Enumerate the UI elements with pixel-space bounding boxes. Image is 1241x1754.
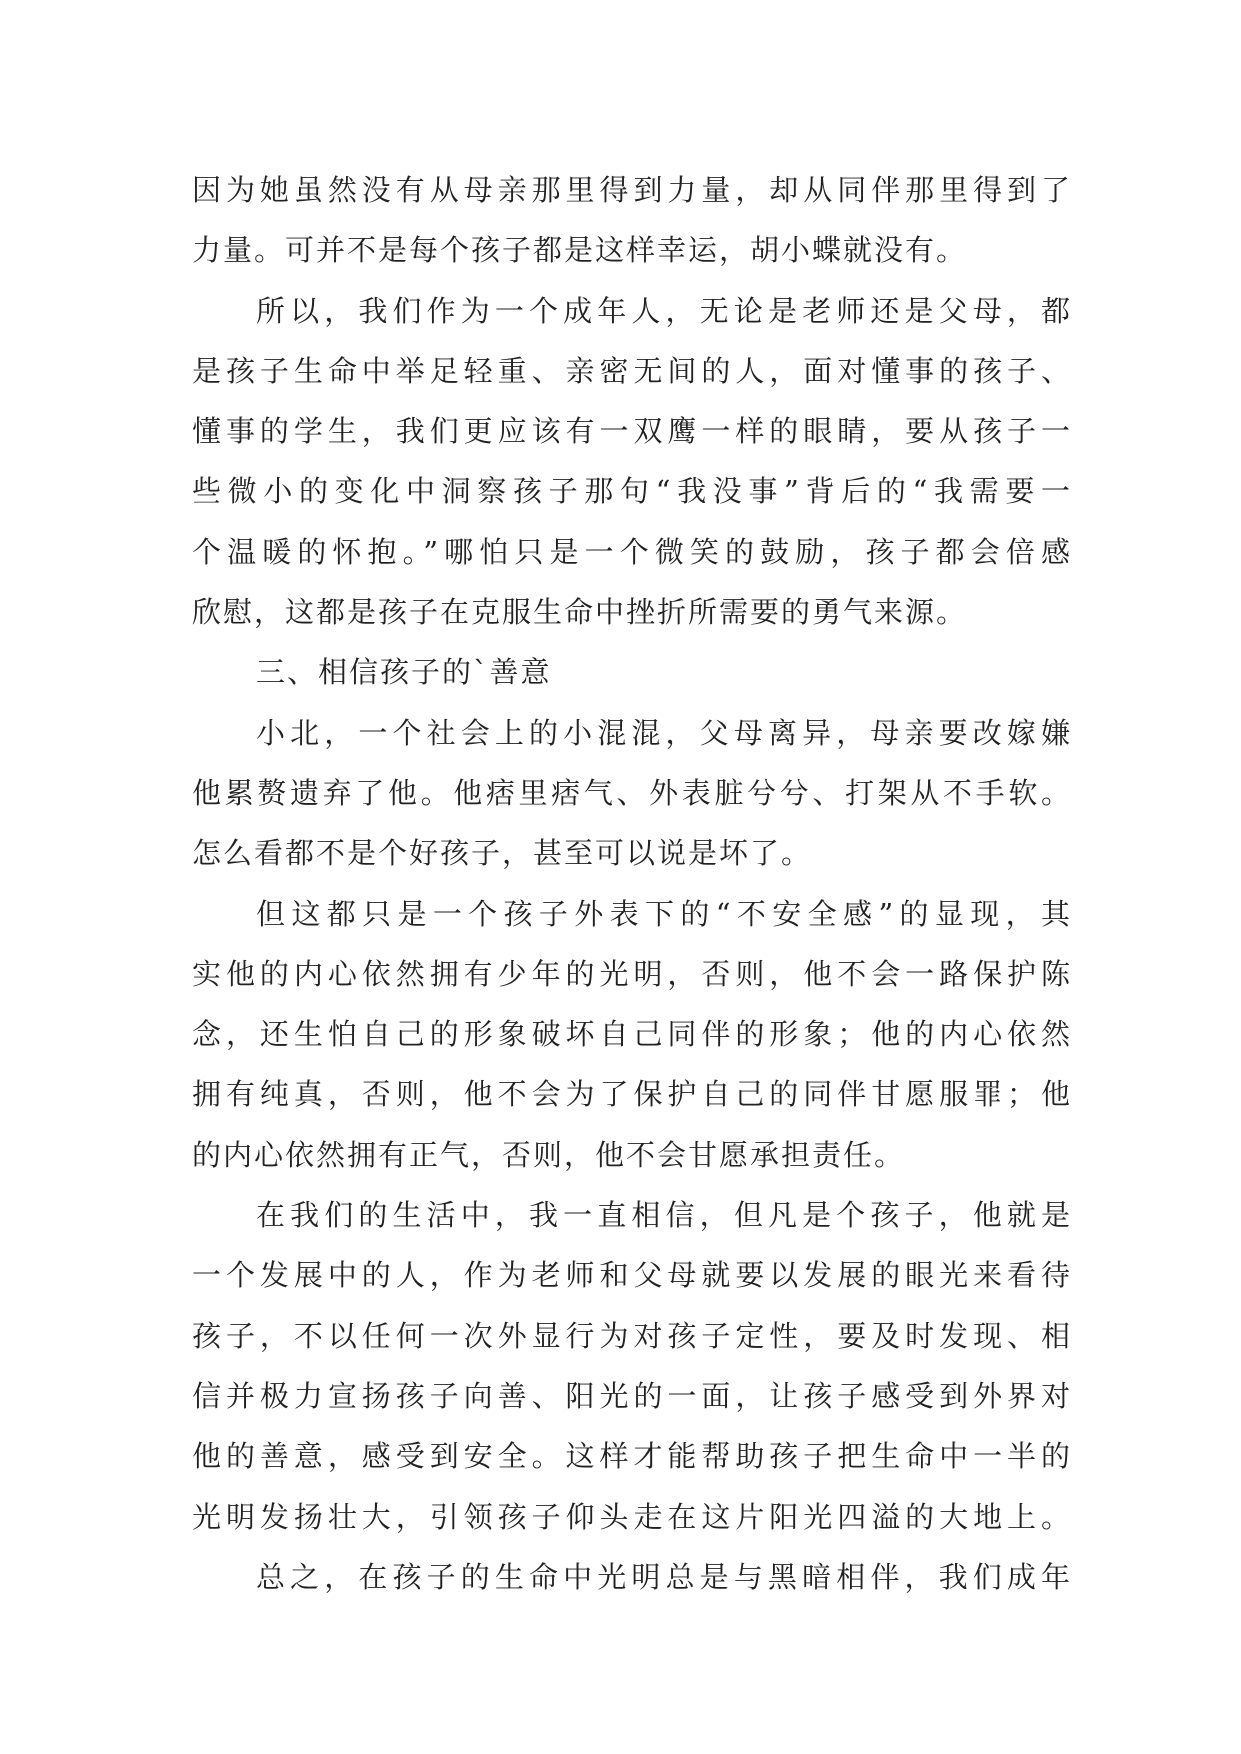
text-line: 信并极力宣扬孩子向善、阳光的一面，让孩子感受到外界对 — [192, 1378, 1072, 1413]
paragraph-first-line: 总之，在孩子的生命中光明总是与黑暗相伴，我们成年 — [256, 1559, 1072, 1594]
text-line: 个温暖的怀抱。”哪怕只是一个微笑的鼓励，孩子都会倍感 — [192, 534, 1072, 569]
text-line: 拥有纯真，否则，他不会为了保护自己的同伴甘愿服罪；他 — [192, 1077, 1072, 1112]
text-line: 力量。可并不是每个孩子都是这样幸运，胡小蝶就没有。 — [192, 233, 968, 268]
paragraph-first-line: 在我们的生活中，我一直相信，但凡是个孩子，他就是 — [256, 1198, 1072, 1233]
text-line: 孩子，不以任何一次外显行为对孩子定性，要及时发现、相 — [192, 1318, 1072, 1353]
text-line: 是孩子生命中举足轻重、亲密无间的人，面对懂事的孩子、 — [192, 353, 1072, 388]
text-line: 他的善意，感受到安全。这样才能帮助孩子把生命中一半的 — [192, 1439, 1072, 1474]
paragraph-first-line: 三、相信孩子的`善意 — [256, 655, 552, 690]
text-line: 一个发展中的人，作为老师和父母就要以发展的眼光来看待 — [192, 1258, 1072, 1293]
text-line: 实他的内心依然拥有少年的光明，否则，他不会一路保护陈 — [192, 956, 1072, 991]
text-line: 懂事的学生，我们更应该有一双鹰一样的眼睛，要从孩子一 — [192, 414, 1072, 449]
text-line: 些微小的变化中洞察孩子那句“我没事”背后的“我需要一 — [192, 474, 1072, 509]
paragraph-first-line: 但这都只是一个孩子外表下的“不安全感”的显现，其 — [256, 896, 1072, 931]
text-line: 欣慰，这都是孩子在克服生命中挫折所需要的勇气来源。 — [192, 595, 968, 630]
text-line: 光明发扬壮大，引领孩子仰头走在这片阳光四溢的大地上。 — [192, 1499, 1072, 1534]
paragraph-first-line: 所以，我们作为一个成年人，无论是老师还是父母，都 — [256, 293, 1072, 328]
text-line: 怎么看都不是个好孩子，甚至可以说是坏了。 — [192, 836, 813, 871]
text-line: 的内心依然拥有正气，否则，他不会甘愿承担责任。 — [192, 1137, 906, 1172]
paragraph-first-line: 小北，一个社会上的小混混，父母离异，母亲要改嫁嫌 — [256, 715, 1072, 750]
text-line: 念，还生怕自己的形象破坏自己同伴的形象；他的内心依然 — [192, 1017, 1072, 1052]
text-line: 因为她虽然没有从母亲那里得到力量，却从同伴那里得到了 — [192, 173, 1072, 207]
body-text — [192, 160, 1072, 1607]
text-line: 他累赘遗弃了他。他痞里痞气、外表脏兮兮、打架从不手软。 — [192, 775, 1072, 810]
